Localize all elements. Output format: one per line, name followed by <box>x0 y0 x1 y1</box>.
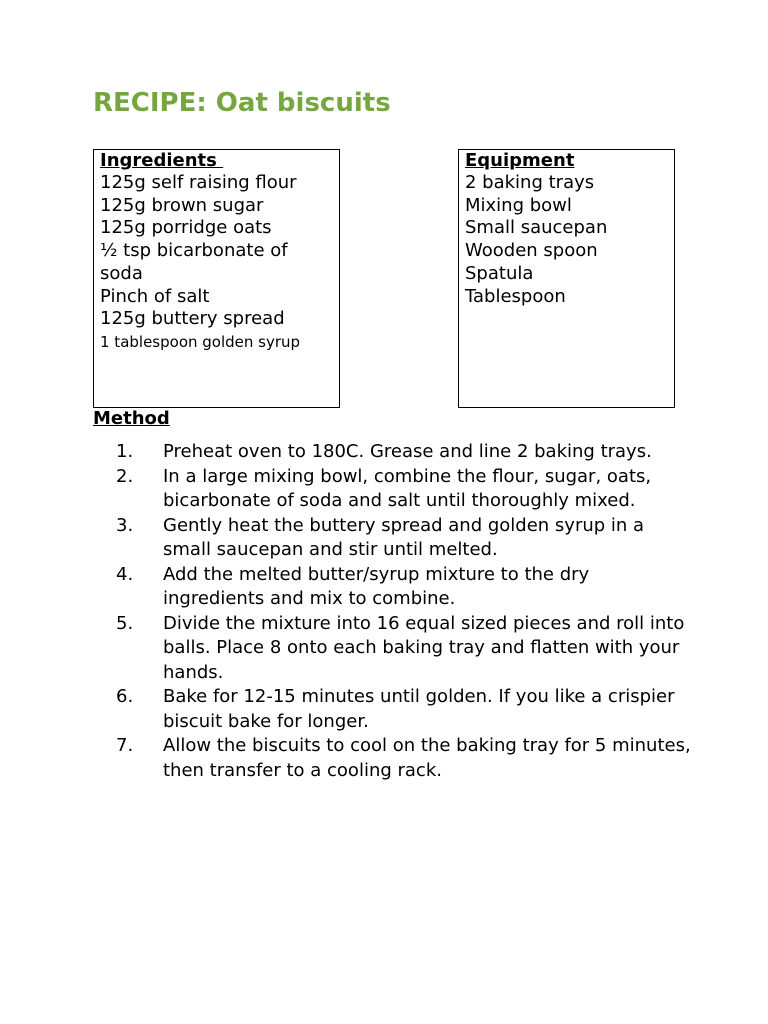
method-step <box>93 685 693 734</box>
step-text: Preheat oven to 180C. Grease and line 2 baking trays. <box>163 441 652 462</box>
equipment-item: Spatula <box>465 262 534 284</box>
equipment-item: 2 baking trays <box>465 172 595 193</box>
method-step <box>93 514 693 563</box>
step-text: Divide the mixture into 16 equal sized pieces and roll into balls. Place 8 onto each baking tray and flatten with your hands. <box>163 612 685 683</box>
ingredients-list <box>100 172 333 352</box>
ingredient-item: 125g brown sugar <box>100 194 264 216</box>
equipment-item: Tablespoon <box>465 285 566 307</box>
ingredients-heading: Ingredients <box>100 150 224 171</box>
step-number: 6. <box>116 686 134 707</box>
step-text: Bake for 12-15 minutes until golden. If you like a crispier biscuit bake for longer. <box>163 686 675 732</box>
equipment-box <box>458 149 675 408</box>
ingredient-item: 125g self raising flour <box>100 172 297 193</box>
ingredient-item: ½ tsp bicarbonate of soda <box>100 240 288 284</box>
method-step <box>93 465 693 514</box>
step-text: Add the melted butter/syrup mixture to the dry ingredients and mix to combine. <box>163 563 590 609</box>
step-text: In a large mixing bowl, combine the flour, sugar, oats, bicarbonate of soda and salt until thoroughly mixed. <box>163 465 652 511</box>
method-step <box>93 612 693 686</box>
ingredients-box <box>93 149 340 408</box>
step-number: 5. <box>116 612 134 634</box>
step-number: 4. <box>116 563 134 585</box>
ingredient-item: 125g buttery spread <box>100 308 285 330</box>
step-number: 3. <box>116 514 134 536</box>
step-number: 1. <box>116 441 134 462</box>
equipment-item: Wooden spoon <box>465 240 598 262</box>
equipment-list <box>465 172 668 308</box>
ingredient-item: 1 tablespoon golden syrup <box>100 332 301 351</box>
step-number: 2. <box>116 465 134 487</box>
equipment-item: Small saucepan <box>465 217 608 239</box>
method-steps <box>93 440 693 783</box>
method-heading: Method <box>93 408 170 429</box>
method-step <box>93 734 693 783</box>
ingredient-item: 125g porridge oats <box>100 217 272 239</box>
method-step <box>93 563 693 612</box>
step-text: Gently heat the buttery spread and golden syrup in a small saucepan and stir until melted. <box>163 514 645 560</box>
ingredient-item: Pinch of salt <box>100 285 210 307</box>
step-number: 7. <box>116 735 134 756</box>
equipment-item: Mixing bowl <box>465 194 572 216</box>
method-step <box>93 440 693 465</box>
equipment-heading: Equipment <box>465 150 575 171</box>
step-text: Allow the biscuits to cool on the baking tray for 5 minutes, then transfer to a cooling rack. <box>163 735 691 781</box>
recipe-title: RECIPE: Oat biscuits <box>93 88 391 118</box>
